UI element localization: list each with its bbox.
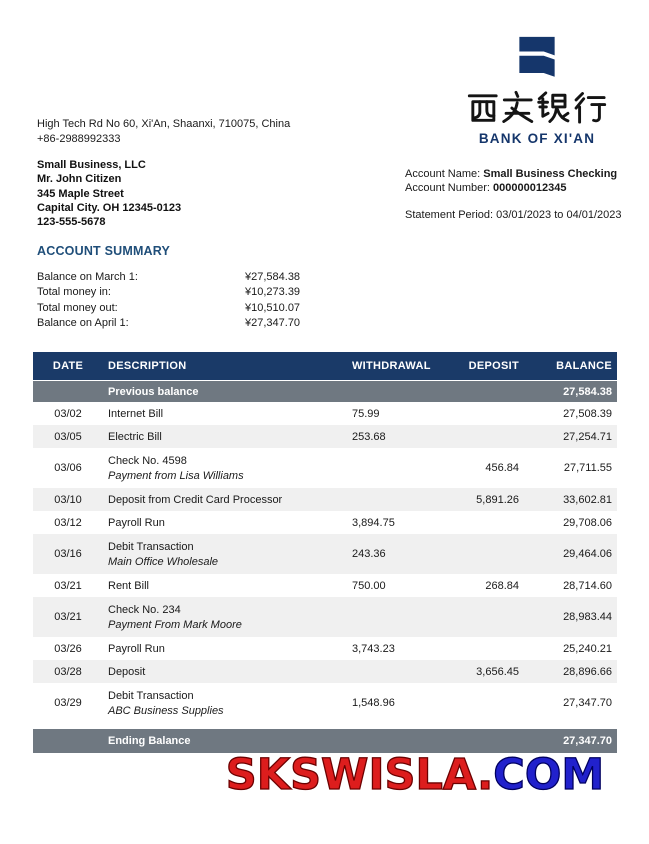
transaction-description [103,643,352,655]
transaction-description [103,666,352,678]
previous-balance-row [33,381,617,402]
transaction-deposit: 456.84 [485,462,519,474]
transaction-description-main: Debit Transaction [108,689,194,702]
summary-value: ¥27,584.38 [245,271,301,283]
transaction-description [103,604,352,631]
transaction-balance: 25,240.21 [563,642,612,655]
customer-contact: Mr. John Citizen [37,173,122,186]
transaction-description-main: Internet Bill [108,407,164,420]
transaction-date: 03/29 [54,697,82,709]
table-row [33,488,617,511]
transaction-date: 03/10 [54,493,82,506]
summary-value: ¥10,273.39 [245,286,301,299]
summary-row [37,301,300,316]
transaction-withdrawal: 3,894.75 [352,516,395,529]
table-row [33,425,617,448]
table-row [33,402,617,425]
bank-logo [462,34,612,146]
previous-balance-value: 27,584.38 [563,385,612,398]
summary-label: Total money in: [37,286,111,299]
bank-address-block [37,117,290,147]
account-name-row [405,167,622,181]
transaction-description-note: ABC Business Supplies [108,704,224,717]
transaction-description-main: Rent Bill [108,579,149,592]
transaction-description [103,580,352,592]
transaction-description-note: Payment From Mark Moore [108,618,242,631]
account-name-label: Account Name: [405,168,484,180]
watermark-tld: COM [493,750,605,800]
ending-balance-label: Ending Balance [108,735,191,747]
summary-value: ¥10,510.07 [245,301,301,314]
account-summary [37,270,300,332]
transaction-withdrawal: 1,548.96 [352,697,395,709]
transaction-description [103,541,352,568]
transaction-balance: 28,983.44 [563,611,612,623]
customer-company: Small Business, LLC [37,159,146,171]
transaction-description-note: Payment from Lisa Williams [108,469,244,482]
watermark-dot: . [476,750,494,800]
bank-name-text: BANK OF XI'AN [478,131,596,146]
bank-chinese-name [462,90,612,130]
transaction-description [103,517,352,529]
bank-phone: +86-2988992333 [37,133,121,145]
transaction-description [103,690,352,717]
table-row [33,660,617,683]
transaction-balance: 29,708.06 [563,516,612,529]
transaction-withdrawal: 243.36 [352,548,386,560]
header-deposit: DEPOSIT [468,360,519,372]
transaction-description [103,455,352,482]
statement-period-value: 03/01/2023 to 04/01/2023 [496,208,622,221]
transactions-table [33,352,617,753]
transaction-date: 03/06 [54,462,82,474]
transaction-withdrawal: 75.99 [352,407,380,420]
table-row [33,448,617,488]
account-number-row [405,181,622,195]
summary-value: ¥27,347.70 [245,317,301,330]
summary-row [37,316,300,331]
statement-period-row [405,208,622,222]
customer-address-block [37,158,181,229]
statement-period-label: Statement Period: [405,208,497,221]
site-watermark [0,750,649,800]
transaction-description-main: Check No. 234 [108,603,181,616]
transaction-balance: 33,602.81 [563,493,612,506]
transaction-date: 03/21 [54,579,82,592]
table-row [33,511,617,534]
customer-phone: 123-555-5678 [37,216,106,229]
transaction-description-main: Electric Bill [108,430,162,443]
transaction-description-main: Deposit [108,665,146,678]
transaction-balance: 28,896.66 [563,665,612,678]
transaction-date: 03/21 [54,611,82,623]
summary-row [37,270,300,285]
table-row [33,574,617,597]
transaction-withdrawal: 750.00 [352,579,386,592]
account-name-value: Small Business Checking [483,168,618,180]
transaction-deposit: 3,656.45 [476,665,519,678]
transaction-balance: 27,347.70 [563,697,612,709]
transaction-balance: 27,254.71 [563,430,612,443]
transaction-description [103,494,352,506]
account-number-value: 000000012345 [493,182,567,195]
account-summary-title: ACCOUNT SUMMARY [37,244,171,258]
header-date: DATE [52,360,84,372]
bank-address-line: High Tech Rd No 60, Xi'An, Shaanxi, 710075, China [37,118,291,130]
transaction-description-main: Check No. 4598 [108,454,187,467]
previous-balance-label: Previous balance [108,385,199,398]
transaction-description [103,431,352,443]
transaction-deposit: 268.84 [485,579,519,592]
transaction-date: 03/12 [54,516,82,529]
account-number-label: Account Number: [405,182,494,195]
transaction-date: 03/16 [54,548,82,560]
transaction-description-main: Deposit from Credit Card Processor [108,493,283,506]
transaction-balance: 27,711.55 [563,462,612,474]
customer-street: 345 Maple Street [37,187,124,200]
bank-logo-mark-icon [462,34,612,80]
watermark-name: SKSWISLA [225,750,477,800]
table-row [33,637,617,660]
transaction-description-main: Payroll Run [108,642,165,655]
transaction-description-main: Payroll Run [108,516,165,529]
transaction-withdrawal: 3,743.23 [352,642,395,655]
table-row [33,597,617,637]
table-header-row [33,352,617,380]
customer-city: Capital City. OH 12345-0123 [37,201,182,214]
ending-balance-value: 27,347.70 [563,735,612,747]
transaction-balance: 28,714.60 [563,579,612,592]
summary-label: Balance on March 1: [37,271,138,283]
header-balance: BALANCE [556,360,612,372]
table-row [33,534,617,574]
transaction-withdrawal: 253.68 [352,430,386,443]
summary-label: Total money out: [37,301,118,314]
transaction-description-note: Main Office Wholesale [108,555,219,568]
account-info-block [405,167,622,222]
transaction-deposit: 5,891.26 [476,493,519,506]
transaction-balance: 29,464.06 [563,548,612,560]
transaction-date: 03/26 [54,642,82,655]
transaction-date: 03/28 [54,665,82,678]
transaction-description [103,408,352,420]
summary-row [37,285,300,300]
table-row [33,683,617,723]
transaction-date: 03/05 [54,430,82,443]
header-withdrawal: WITHDRAWAL [352,360,431,372]
transaction-date: 03/02 [54,407,82,420]
transaction-description-main: Debit Transaction [108,540,194,553]
summary-label: Balance on April 1: [37,317,129,330]
header-description: DESCRIPTION [108,360,187,372]
transaction-balance: 27,508.39 [563,407,612,420]
